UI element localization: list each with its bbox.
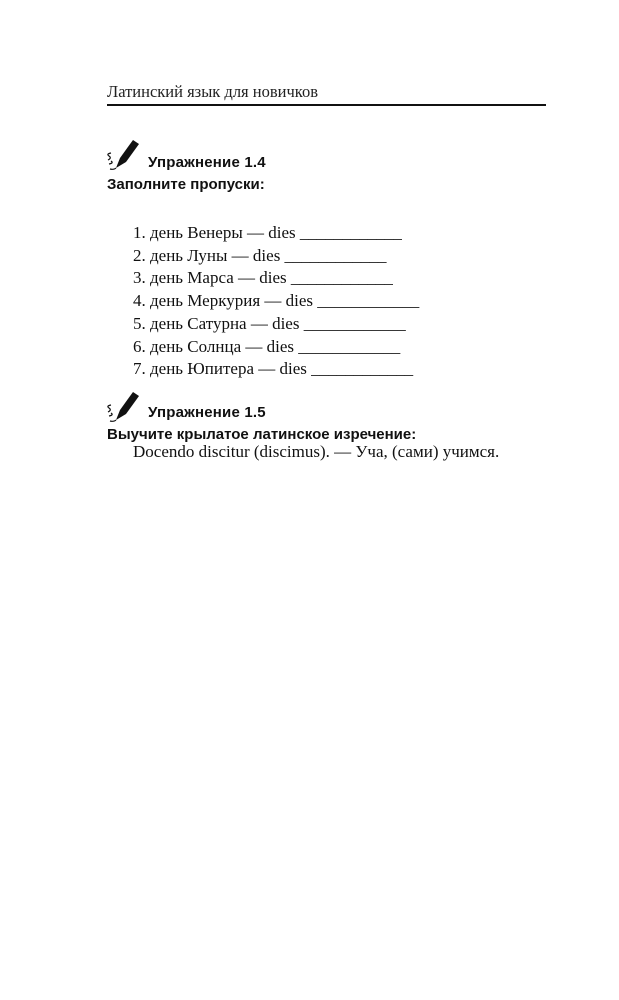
exercise-1-4-instruction: Заполните пропуски: bbox=[107, 176, 265, 193]
fill-in-list bbox=[133, 222, 419, 381]
running-head: Латинский язык для новичков bbox=[107, 82, 318, 101]
exercise-1-5-title: Упражнение 1.5 bbox=[148, 404, 266, 421]
exercise-1-5-instruction: Выучите крылатое латинское изречение: bbox=[107, 426, 417, 443]
list-item: 2. день Луны — dies ____________ bbox=[133, 245, 387, 265]
list-item: 6. день Солнца — dies ____________ bbox=[133, 336, 401, 356]
list-item: 5. день Сатурна — dies ____________ bbox=[133, 313, 406, 333]
pen-icon bbox=[106, 390, 142, 426]
exercise-1-4-title: Упражнение 1.4 bbox=[148, 154, 266, 171]
pen-icon bbox=[106, 138, 142, 174]
list-item: 4. день Меркурия — dies ____________ bbox=[133, 291, 420, 311]
latin-quote: Docendo discitur (discimus). — Уча, (сами) учимся. bbox=[133, 442, 500, 461]
header-rule bbox=[107, 104, 546, 106]
list-item: 3. день Марса — dies ____________ bbox=[133, 268, 393, 288]
list-item: 1. день Венеры — dies ____________ bbox=[133, 223, 402, 242]
list-item: 7. день Юпитера — dies ____________ bbox=[133, 359, 414, 379]
